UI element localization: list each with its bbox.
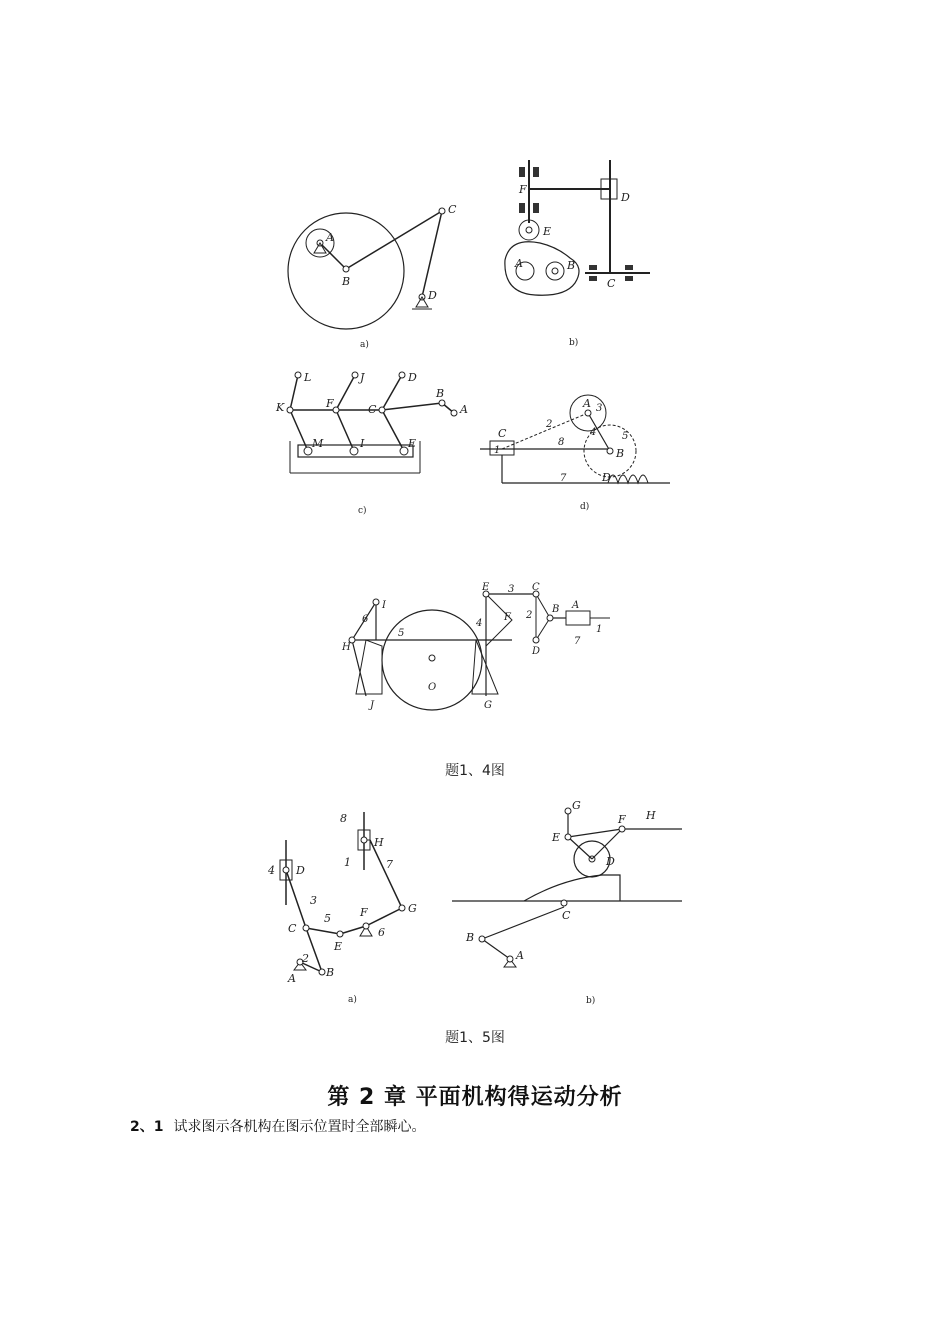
label-3: 3 xyxy=(508,584,515,595)
label-F: F xyxy=(326,397,334,410)
label-F: F xyxy=(360,906,368,919)
figure-1-5a xyxy=(262,810,432,1010)
figure-1-5b xyxy=(452,795,687,1010)
figure-1-4-caption: 题1、4图 xyxy=(445,763,505,779)
label-K: K xyxy=(276,401,285,414)
label-I: I xyxy=(360,437,365,450)
problem-text: 试求图示各机构在图示位置时全部瞬心。 xyxy=(173,1119,426,1135)
label-1: 1 xyxy=(494,445,501,456)
figure-1-4c xyxy=(270,355,480,520)
label-C: C xyxy=(498,427,507,440)
label-3: 3 xyxy=(596,403,603,414)
label-B: B xyxy=(326,966,335,979)
label-D: D xyxy=(428,289,437,302)
label-M: M xyxy=(312,437,324,450)
label-G: G xyxy=(484,700,492,711)
label-J: J xyxy=(370,700,375,711)
label-A: A xyxy=(572,600,580,611)
label-C: C xyxy=(532,582,540,593)
label-L: L xyxy=(304,371,312,384)
label-D: D xyxy=(602,471,611,484)
label-3: 3 xyxy=(310,894,317,907)
label-5: 5 xyxy=(324,912,331,925)
sub-label-1-5a: a) xyxy=(348,995,357,1005)
label-8: 8 xyxy=(340,812,347,825)
label-A: A xyxy=(460,403,468,416)
problem-2-1 xyxy=(130,1116,425,1136)
label-2: 2 xyxy=(302,952,309,965)
sub-label-1-5b: b) xyxy=(586,996,596,1006)
label-C: C xyxy=(607,277,616,290)
label-C: C xyxy=(368,403,377,416)
label-G: G xyxy=(572,799,581,812)
sub-label-b: b) xyxy=(569,338,579,348)
sub-label-a: a) xyxy=(360,340,369,350)
label-A: A xyxy=(288,972,296,985)
label-6: 6 xyxy=(378,926,385,939)
label-H: H xyxy=(342,642,351,653)
label-C: C xyxy=(562,909,571,922)
label-1: 1 xyxy=(596,624,603,635)
label-J: J xyxy=(360,371,365,384)
problem-number: 2、1 xyxy=(130,1119,164,1135)
label-A: A xyxy=(583,397,591,410)
label-E: E xyxy=(552,831,561,844)
label-7: 7 xyxy=(560,473,567,484)
chapter-title: 第 2 章 平面机构得运动分析 xyxy=(327,1085,623,1110)
label-B: B xyxy=(616,447,625,460)
label-B: B xyxy=(436,387,445,400)
label-H: H xyxy=(646,809,656,822)
label-C: C xyxy=(448,203,457,216)
label-2: 2 xyxy=(546,419,553,430)
label-E: E xyxy=(482,582,490,593)
label-A: A xyxy=(515,257,523,270)
label-2: 2 xyxy=(526,610,533,621)
label-B: B xyxy=(466,931,475,944)
label-7: 7 xyxy=(574,636,581,647)
label-B: B xyxy=(552,604,560,615)
label-D: D xyxy=(532,646,541,657)
label-F: F xyxy=(504,612,511,623)
label-4: 4 xyxy=(590,427,597,438)
label-I: I xyxy=(382,600,386,611)
label-8: 8 xyxy=(558,437,565,448)
label-6: 6 xyxy=(362,614,369,625)
label-C: C xyxy=(288,922,297,935)
label-E: E xyxy=(408,437,417,450)
label-1: 1 xyxy=(344,856,351,869)
figure-1-5-caption: 题1、5图 xyxy=(445,1030,505,1046)
label-5: 5 xyxy=(398,628,405,639)
label-4: 4 xyxy=(476,618,483,629)
label-H: H xyxy=(374,836,384,849)
sub-label-c: c) xyxy=(358,506,367,516)
label-4: 4 xyxy=(268,864,275,877)
figure-1-4a xyxy=(280,195,470,355)
label-D: D xyxy=(296,864,305,877)
label-B: B xyxy=(342,275,351,288)
figure-1-4e xyxy=(340,578,615,718)
label-F: F xyxy=(519,183,527,196)
label-A: A xyxy=(326,231,334,244)
label-O: O xyxy=(428,682,437,693)
sub-label-d: d) xyxy=(580,502,590,512)
label-E: E xyxy=(334,940,343,953)
label-B: B xyxy=(567,259,576,272)
label-E: E xyxy=(543,225,552,238)
label-F: F xyxy=(618,813,626,826)
label-D: D xyxy=(408,371,417,384)
label-A: A xyxy=(516,949,524,962)
label-D: D xyxy=(621,191,630,204)
label-5: 5 xyxy=(622,431,629,442)
figure-1-4d xyxy=(480,385,675,515)
label-7: 7 xyxy=(386,858,393,871)
label-D: D xyxy=(606,855,615,868)
figure-1-4b xyxy=(495,155,665,350)
label-G: G xyxy=(408,902,417,915)
